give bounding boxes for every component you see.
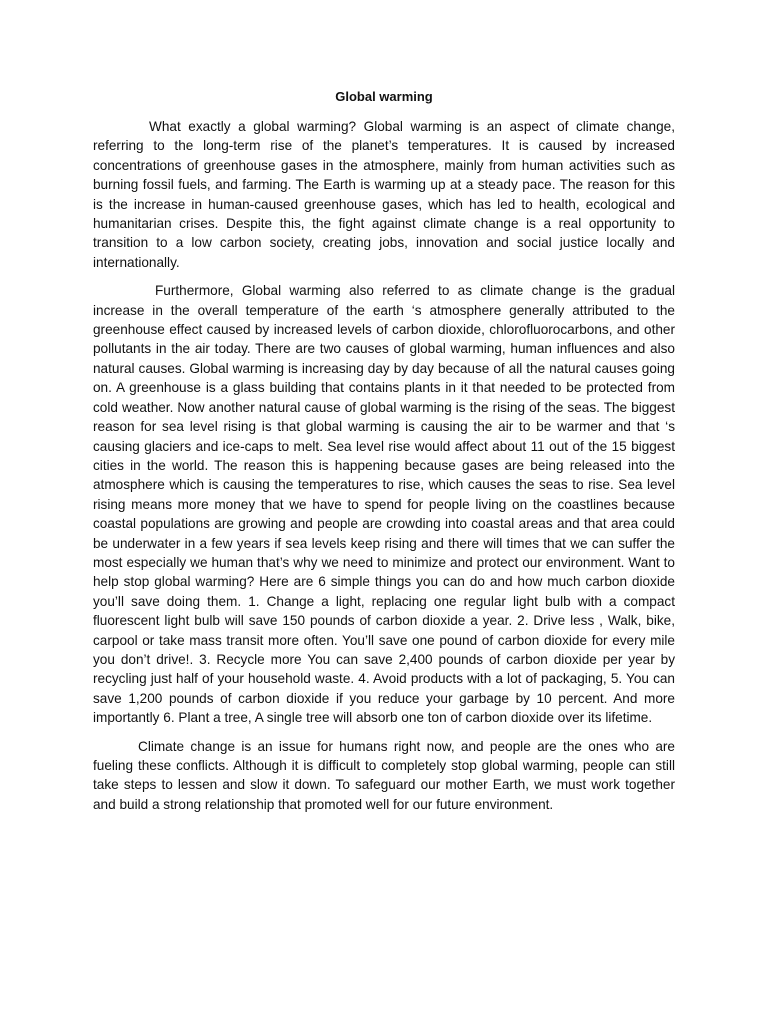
document-body (93, 117, 675, 823)
paragraph-conclusion: Climate change is an issue for humans right now, and people are the ones who are fueling these conflicts. Although it is difficult to completely stop global warming, people can still take steps to lessen and slow it down. To safeguard our mother Earth, we must work together and build a strong relationship that promoted well for our future environment. (93, 738, 675, 812)
paragraph-intro: What exactly a global warming? Global warming is an aspect of climate change, referring to the long-term rise of the planet’s temperatures. It is caused by increased concentrations of greenhouse gases in the atmosphere, mainly from human activities such as burning fossil fuels, and farming. The Earth is warming up at a steady pace. The reason for this is the increase in human-caused greenhouse gases, which has led to health, ecological and humanitarian crises. Despite this, the fight against climate change is a real opportunity to transition to a low carbon society, creating jobs, innovation and social justice locally and internationally. (93, 119, 675, 270)
document-title: Global warming (335, 89, 433, 104)
paragraph-causes: Furthermore, Global warming also referred to as climate change is the gradual increase in the overall temperature of the earth ‘s atmosphere generally attributed to the greenhouse effect caused by increased levels of carbon dioxide, chlorofluorocarbons, and other pollutants in the air today. There are two causes of global warming, human influences and also natural causes. Global warming is increasing day by day because of all the natural causes going on. A greenhouse is a glass building that contains plants in it that needed to be protected from cold weather. Now another natural cause of global warming is the rising of the seas. The biggest reason for sea level rising is that global warming is causing the air to be warmer and that ‘s causing glaciers and ice-caps to melt. Sea level rise would affect about 11 out of the 15 biggest cities in the world. The reason this is happening because gases are being released into the atmosphere which is causing the temperatures to rise, which causes the seas to rise. Sea level rising means more money that we have to spend for people living on the coastlines because coastal populations are growing and people are crowding into coastal areas and that area could be underwater in a few years if sea levels keep rising and there will times that we can suffer the most especially we human that’s why we need to minimize and protect our environment. Want to help stop global warming? Here are 6 simple things you can do and how much carbon dioxide you’ll save doing them. 1. Change a light, replacing one regular light bulb with a compact fluorescent light bulb will save 150 pounds of carbon dioxide a year. 2. Drive less , Walk, bike, carpool or take mass transit more often. You’ll save one pound of carbon dioxide for every mile you don’t drive!. 3. Recycle more You can save 2,400 pounds of carbon dioxide per year by recycling just half of your household waste. 4. Avoid products with a lot of packaging, 5. You can save 1,200 pounds of carbon dioxide if you reduce your garbage by 10 percent. And more importantly 6. Plant a tree, A single tree will absorb one ton of carbon dioxide over its lifetime. (93, 283, 675, 726)
